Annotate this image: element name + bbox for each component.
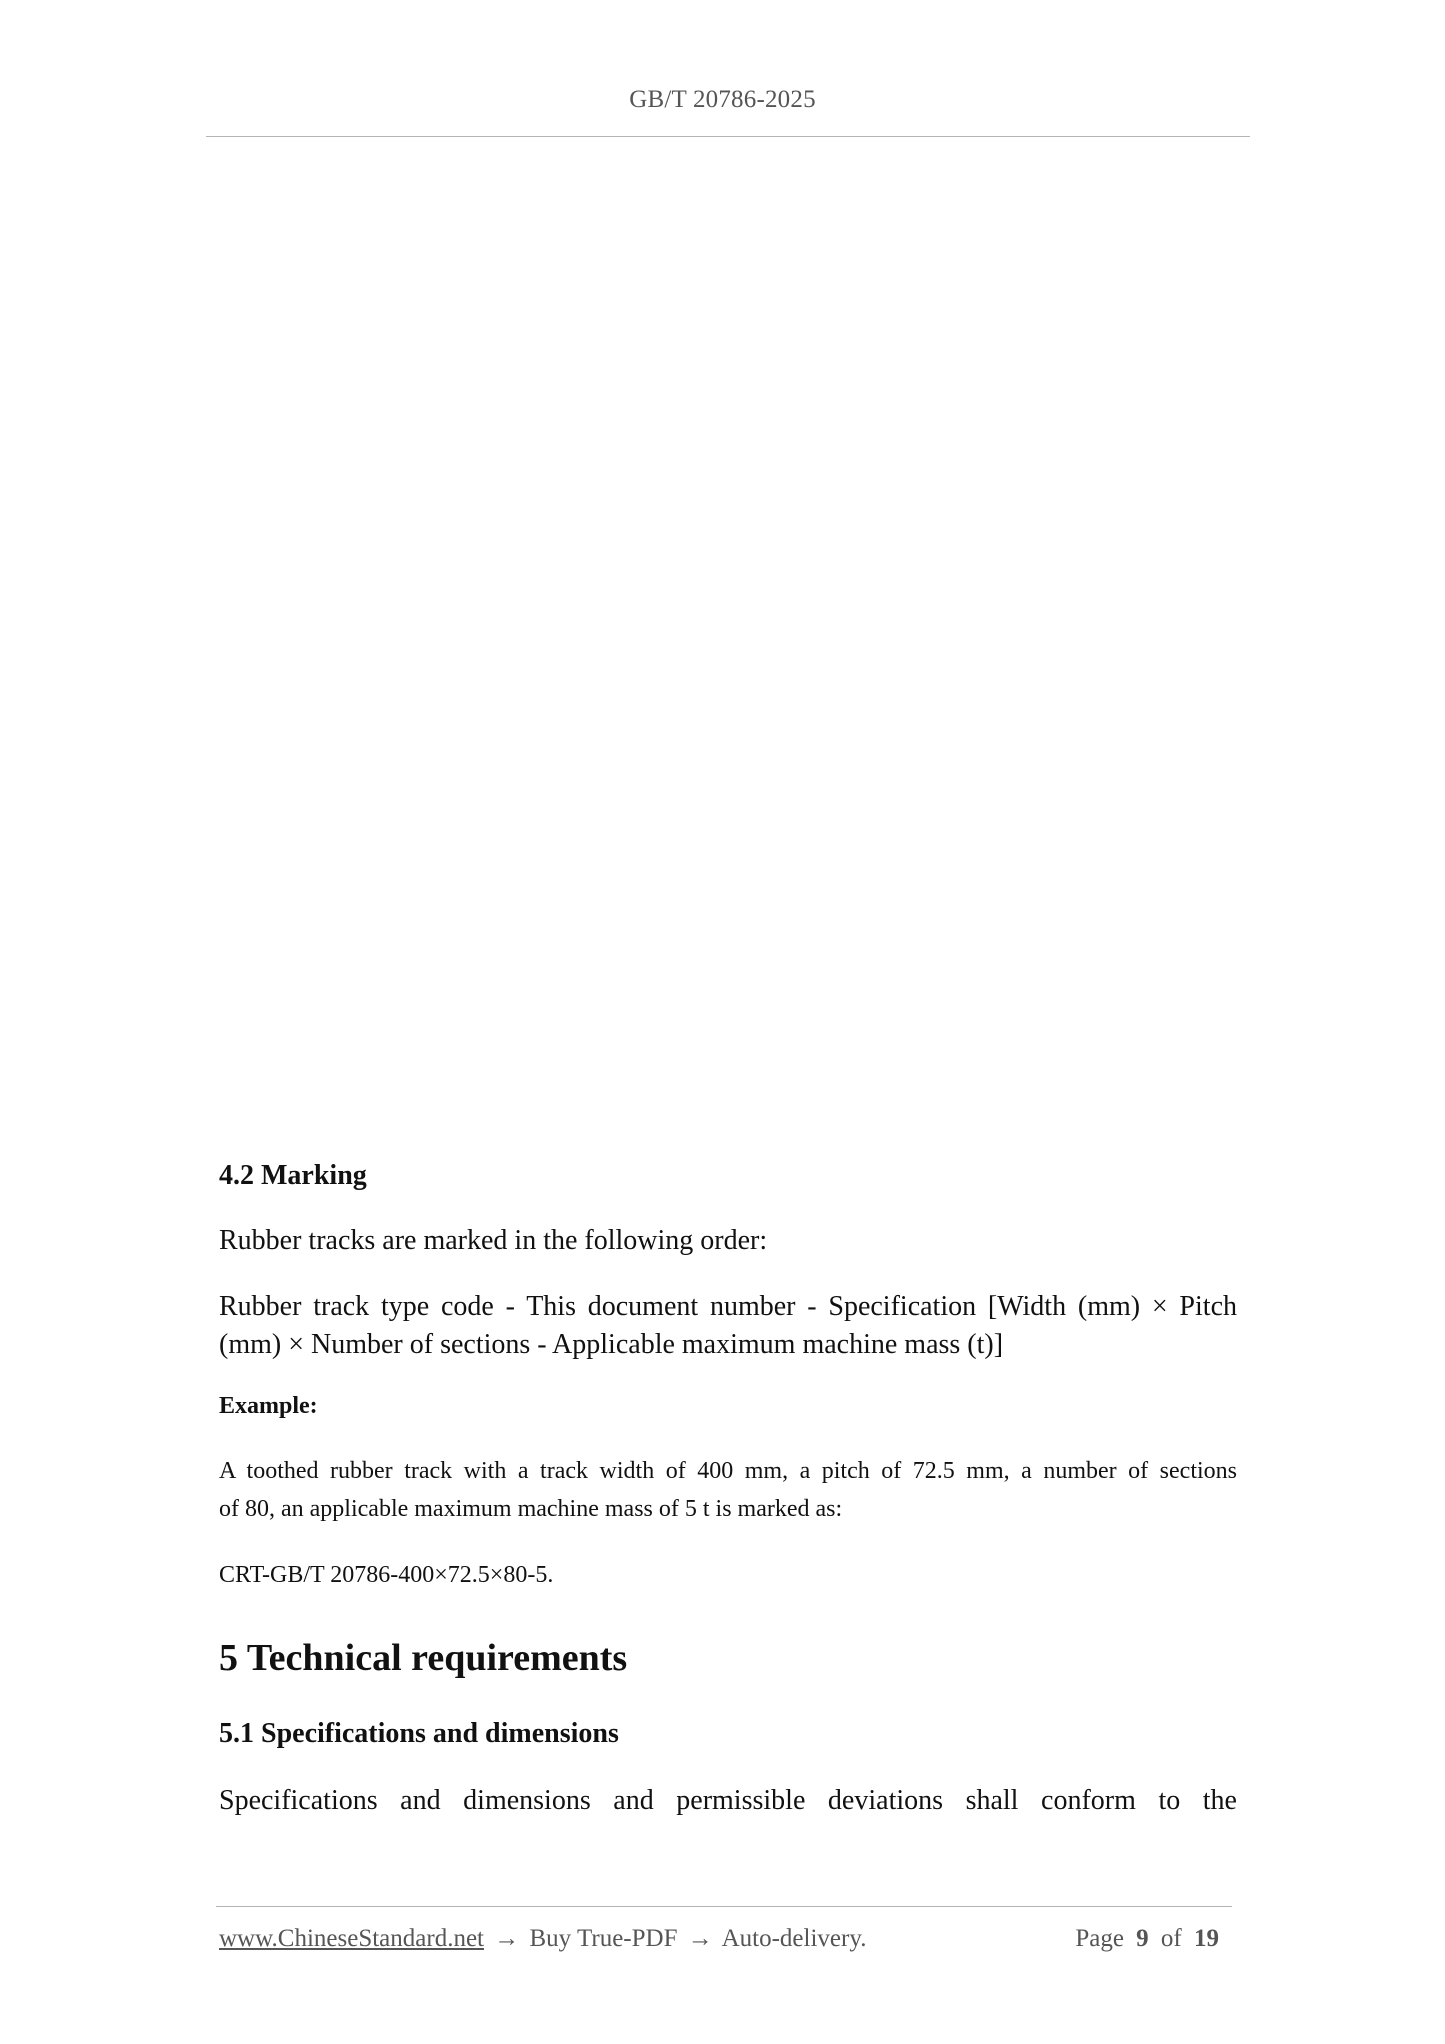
page-footer	[219, 1925, 1231, 1961]
example-line-1: A toothed rubber track with a track width of 400 mm, a pitch of 72.5 mm, a number of sections	[219, 1458, 1237, 1484]
marking-format-line-2: (mm) × Number of sections - Applicable maximum machine mass (t)]	[219, 1329, 1004, 1360]
chinese-standard-link[interactable]: www.ChineseStandard.net	[219, 1925, 484, 1952]
example-description	[219, 1452, 1237, 1528]
marking-format	[219, 1288, 1237, 1364]
arrow-right-icon: →	[687, 1925, 713, 1952]
example-marking-code: CRT-GB/T 20786-400×72.5×80-5.	[219, 1562, 554, 1588]
marking-format-line-1: Rubber track type code - This document number - Specification [Width (mm) × Pitch	[219, 1291, 1237, 1322]
footer-divider	[216, 1906, 1232, 1907]
of-label: of	[1160, 1925, 1182, 1952]
footer-promo	[219, 1925, 866, 1953]
total-page-count: 19	[1194, 1925, 1219, 1952]
auto-delivery-text: Auto-delivery.	[721, 1925, 867, 1952]
current-page-number: 9	[1136, 1925, 1149, 1952]
section-5-1-heading: 5.1 Specifications and dimensions	[219, 1718, 619, 1749]
page-body	[219, 1158, 1237, 1820]
arrow-right-icon: →	[494, 1925, 520, 1952]
page-number	[1075, 1925, 1225, 1953]
section-5-1-text: Specifications and dimensions and permissible deviations shall conform to the	[219, 1785, 1237, 1816]
running-header-title: GB/T 20786-2025	[629, 86, 816, 113]
page-label: Page	[1075, 1925, 1124, 1952]
marking-intro: Rubber tracks are marked in the following order:	[219, 1225, 768, 1256]
header-divider	[206, 136, 1250, 137]
section-5-heading: 5 Technical requirements	[219, 1637, 628, 1679]
example-label: Example:	[219, 1393, 318, 1419]
example-line-2: of 80, an applicable maximum machine mass of 5 t is marked as:	[219, 1496, 843, 1522]
section-4-2-heading: 4.2 Marking	[219, 1160, 367, 1191]
buy-true-pdf-text: Buy True-PDF	[529, 1925, 678, 1952]
